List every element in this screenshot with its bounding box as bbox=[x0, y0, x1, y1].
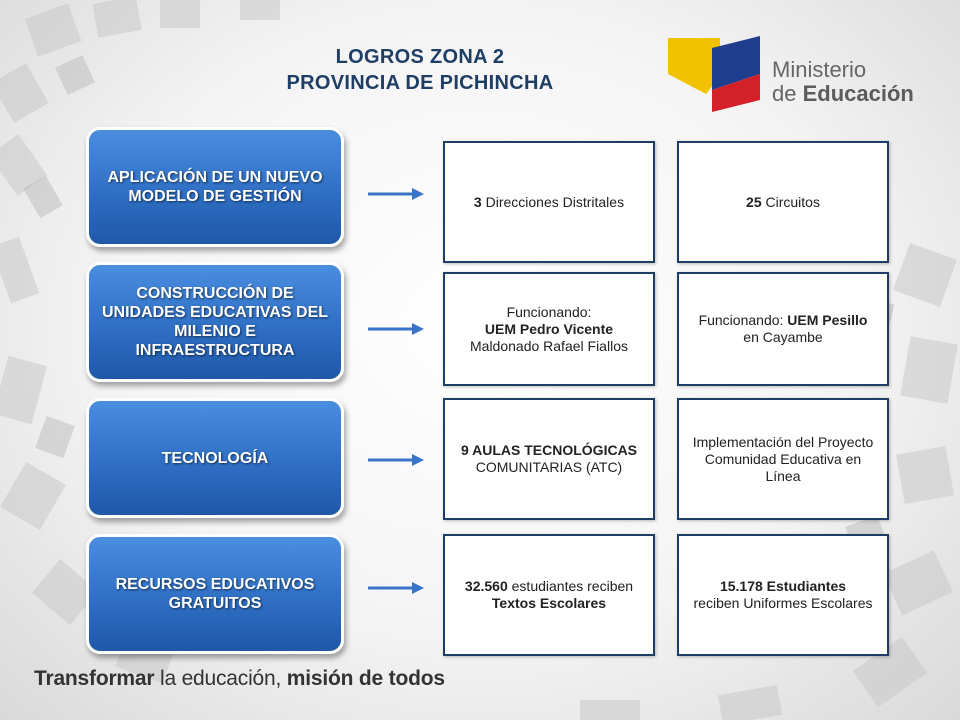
card-direcciones-text: Direcciones Distritales bbox=[481, 193, 625, 210]
card-textos-escolares bbox=[443, 534, 655, 656]
arrow-right-icon bbox=[366, 321, 426, 337]
card-uem-pedro-line-1: Funcionando: bbox=[506, 303, 592, 320]
arrow-right-icon bbox=[366, 186, 426, 202]
footer-slogan bbox=[34, 667, 445, 691]
card-comunidad-text: Implementación del Proyecto Comunidad Educativa en Línea bbox=[692, 433, 874, 484]
card-pesillo-bold: UEM Pesillo bbox=[787, 312, 868, 328]
category-box-gestion: APLICACIÓN DE UN NUEVO MODELO DE GESTIÓN bbox=[86, 127, 344, 247]
card-aulas-bold: 9 AULAS TECNOLÓGICAS bbox=[460, 442, 638, 458]
card-uem-pesillo bbox=[677, 272, 889, 386]
card-textos-text: estudiantes reciben bbox=[507, 578, 634, 594]
title-line-1: LOGROS ZONA 2 bbox=[335, 46, 505, 68]
card-textos-bold: Textos Escolares bbox=[491, 595, 607, 611]
footer-bold-1: Transformar bbox=[34, 667, 155, 690]
logo-line-2-prefix: de bbox=[772, 81, 803, 106]
card-uem-pedro-vicente bbox=[443, 272, 655, 386]
card-circuitos bbox=[677, 141, 889, 263]
footer-text: la educación, bbox=[154, 667, 287, 690]
card-uem-pedro-line-3: Maldonado Rafael Fiallos bbox=[470, 337, 628, 354]
footer-bold-2: misión de todos bbox=[286, 667, 445, 690]
card-textos-number: 32.560 bbox=[464, 578, 508, 594]
card-uniformes-text: reciben Uniformes Escolares bbox=[693, 595, 873, 611]
category-box-construccion: CONSTRUCCIÓN DE UNIDADES EDUCATIVAS DEL MILENIO E INFRAESTRUCTURA bbox=[86, 262, 344, 382]
logo-line-1: Ministerio bbox=[772, 57, 867, 82]
category-box-tecnologia: TECNOLOGÍA bbox=[86, 398, 344, 518]
card-aulas-tecnologicas bbox=[443, 398, 655, 520]
card-circuitos-text: Circuitos bbox=[761, 193, 820, 210]
card-direcciones bbox=[443, 141, 655, 263]
card-pesillo-text-2: en Cayambe bbox=[743, 329, 823, 345]
card-comunidad-educativa bbox=[677, 398, 889, 520]
card-uem-pedro-line-2: UEM Pedro Vicente bbox=[484, 320, 614, 337]
card-aulas-text: COMUNITARIAS (ATC) bbox=[475, 459, 623, 475]
logo-line-2 bbox=[772, 82, 914, 106]
logo-line-2-bold: Educación bbox=[802, 81, 914, 106]
title-line-2: PROVINCIA DE PICHINCHA bbox=[286, 72, 554, 94]
ministerio-logo-text bbox=[772, 58, 914, 106]
card-uniformes-bold: 15.178 Estudiantes bbox=[719, 578, 847, 594]
card-pesillo-text-1: Funcionando: bbox=[698, 312, 788, 328]
card-direcciones-number: 3 bbox=[473, 193, 482, 210]
arrow-right-icon bbox=[366, 452, 426, 468]
page-title bbox=[220, 44, 620, 96]
arrow-right-icon bbox=[366, 580, 426, 596]
card-uniformes-escolares bbox=[677, 534, 889, 656]
category-box-recursos: RECURSOS EDUCATIVOS GRATUITOS bbox=[86, 534, 344, 654]
card-circuitos-number: 25 bbox=[746, 193, 762, 210]
